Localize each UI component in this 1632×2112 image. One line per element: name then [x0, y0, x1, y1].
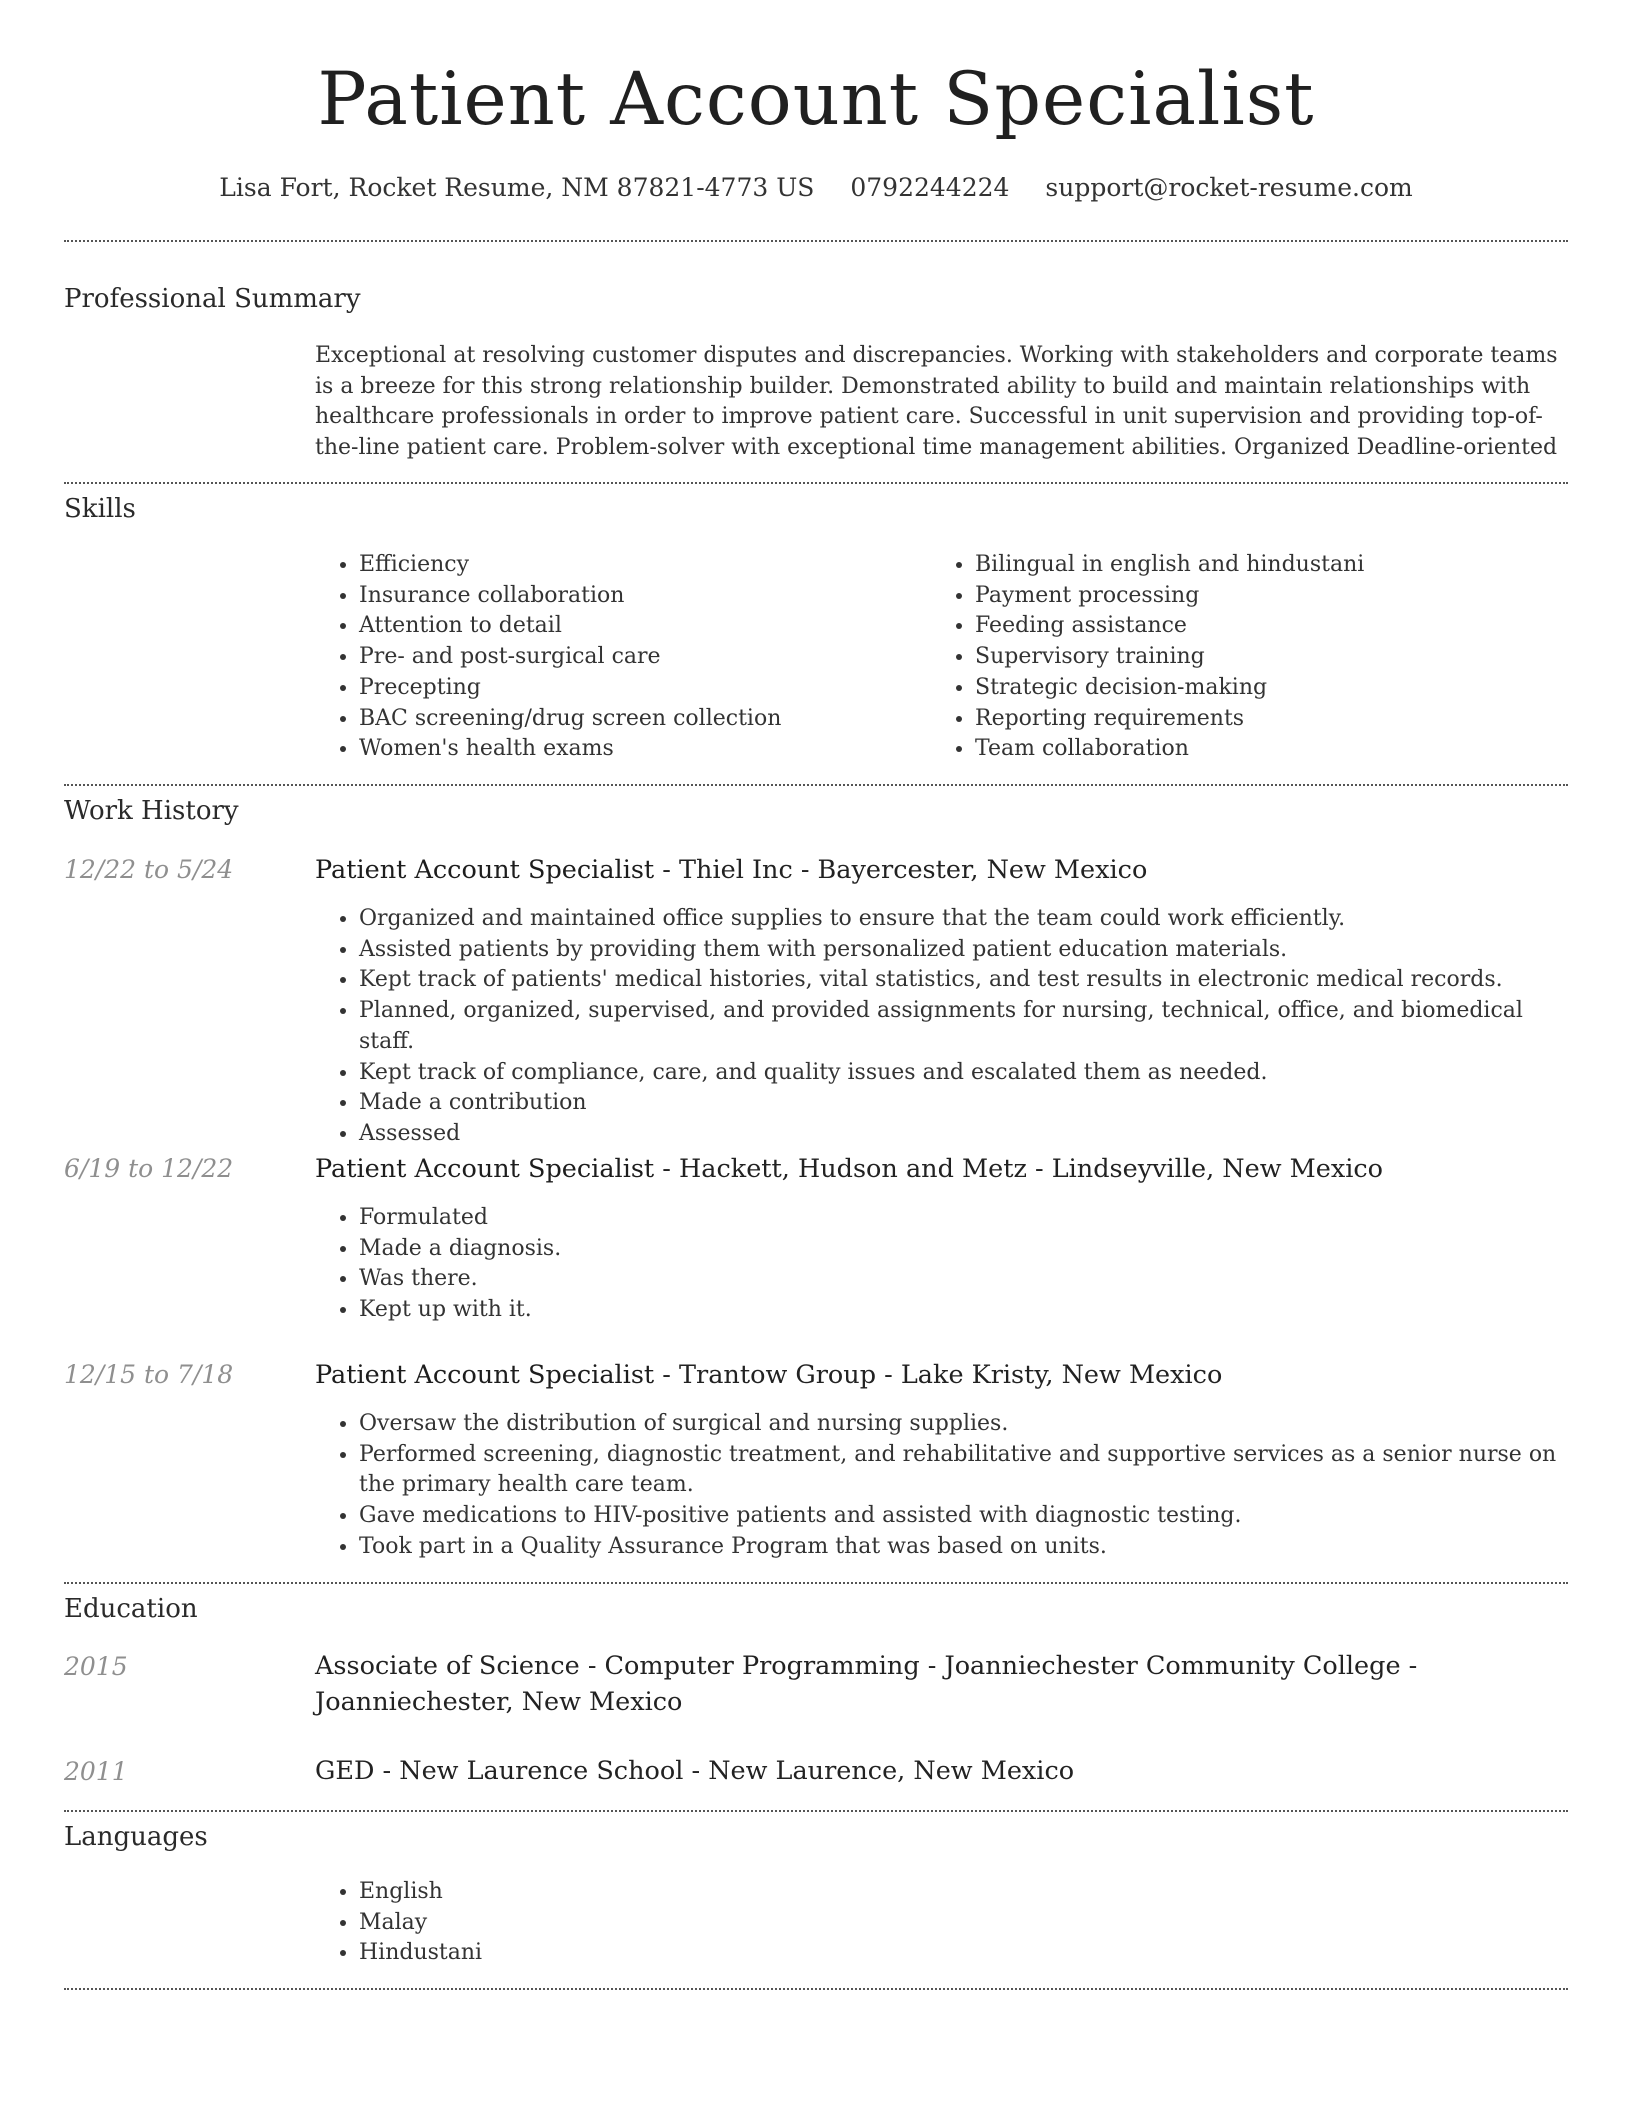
- education-details: - Joanniechester Community College - Joanniechester, New Mexico: [315, 1651, 1418, 1717]
- skill-item: • Bilingual in english and hindustani: [975, 550, 1531, 581]
- contact-email: support@rocket-resume.com: [1045, 173, 1413, 202]
- education-year: 2011: [64, 1757, 128, 1786]
- job-bullet: • Made a contribution: [359, 1088, 1568, 1119]
- summary-text: Exceptional at resolving customer disputes and discrepancies. Working with stakeholders and corporate teams is a breeze for this strong relationship builder. Demonstrated ability to build and maintain relationships with healthcare professionals in order to improve patient care. Successful in unit supervision and providing top-of-the-line patient care. Problem-solver with exceptional time management abilities. Organized Deadline-oriented: [315, 343, 1558, 460]
- education-degree: Associate of Science - Computer Programming: [315, 1651, 920, 1681]
- education-heading: Education: [64, 1594, 198, 1624]
- job-entry: [315, 1151, 1568, 1187]
- job-bullet: • Oversaw the distribution of surgical and nursing supplies.: [359, 1409, 1568, 1440]
- language-item: • Malay: [359, 1908, 1568, 1939]
- job-bullets: [315, 1409, 1568, 1563]
- divider: [64, 1810, 1568, 1812]
- contact-address: Lisa Fort, Rocket Resume, NM 87821-4773 US: [219, 173, 815, 202]
- job-entry: [315, 852, 1568, 888]
- job-bullets: [315, 904, 1568, 1150]
- divider: [64, 482, 1568, 484]
- job-title: [315, 1151, 1568, 1187]
- skill-item: • Feeding assistance: [975, 611, 1531, 642]
- education-title: [315, 1753, 1568, 1789]
- education-title: [315, 1648, 1568, 1720]
- skill-item: • Insurance collaboration: [359, 581, 915, 612]
- job-title: [315, 852, 1568, 888]
- contact-line: [0, 170, 1632, 206]
- contact-phone: 0792244224: [850, 173, 1010, 202]
- resume-title: Patient Account Specialist: [317, 57, 1315, 142]
- skill-item: • Attention to detail: [359, 611, 915, 642]
- job-bullet: • Formulated: [359, 1203, 1568, 1234]
- job-bullet: • Kept up with it.: [359, 1295, 1568, 1326]
- skills-list-left: [315, 550, 915, 765]
- work-heading: Work History: [64, 796, 239, 826]
- languages-heading: Languages: [64, 1822, 208, 1852]
- skills-list-right: [931, 550, 1531, 765]
- skill-item: • Efficiency: [359, 550, 915, 581]
- education-entry: [315, 1648, 1568, 1720]
- language-item: • English: [359, 1877, 1568, 1908]
- job-details: - Trantow Group - Lake Kristy, New Mexico: [654, 1360, 1223, 1390]
- job-dates: 12/22 to 5/24: [64, 855, 234, 884]
- divider: [64, 240, 1568, 242]
- skill-item: • Supervisory training: [975, 642, 1531, 673]
- languages-list: [315, 1877, 1568, 1969]
- education-details: - New Laurence School - New Laurence, New Mexico: [374, 1756, 1075, 1786]
- job-bullet: • Assisted patients by providing them with personalized patient education materials.: [359, 935, 1568, 966]
- skill-item: • Women's health exams: [359, 734, 915, 765]
- job-details: - Hackett, Hudson and Metz - Lindseyville, New Mexico: [654, 1154, 1384, 1184]
- job-details: - Thiel Inc - Bayercester, New Mexico: [654, 855, 1148, 885]
- job-bullets: [315, 1203, 1568, 1326]
- job-bullet: • Assessed: [359, 1119, 1568, 1150]
- skill-item: • Strategic decision-making: [975, 673, 1531, 704]
- summary-heading: Professional Summary: [64, 284, 361, 314]
- language-item: • Hindustani: [359, 1938, 1568, 1969]
- skill-item: • Reporting requirements: [975, 704, 1531, 735]
- job-bullet: • Performed screening, diagnostic treatment, and rehabilitative and supportive services as a senior nurse on the primary health care team.: [359, 1440, 1568, 1501]
- job-bullet: • Kept track of compliance, care, and quality issues and escalated them as needed.: [359, 1058, 1568, 1089]
- skill-item: • Payment processing: [975, 581, 1531, 612]
- job-role: Patient Account Specialist: [315, 1154, 655, 1184]
- job-dates: 6/19 to 12/22: [64, 1154, 234, 1183]
- education-year: 2015: [64, 1652, 128, 1681]
- job-entry: [315, 1357, 1568, 1393]
- job-role: Patient Account Specialist: [315, 1360, 655, 1390]
- job-bullet: • Took part in a Quality Assurance Program that was based on units.: [359, 1532, 1568, 1563]
- divider: [64, 1988, 1568, 1990]
- education-degree: GED: [315, 1756, 375, 1786]
- job-bullet: • Was there.: [359, 1264, 1568, 1295]
- skill-item: • Team collaboration: [975, 734, 1531, 765]
- job-bullet: • Organized and maintained office supplies to ensure that the team could work efficiently.: [359, 904, 1568, 935]
- divider: [64, 1582, 1568, 1584]
- divider: [64, 784, 1568, 786]
- job-title: [315, 1357, 1568, 1393]
- skill-item: • BAC screening/drug screen collection: [359, 704, 915, 735]
- job-bullet: • Kept track of patients' medical histories, vital statistics, and test results in electronic medical records.: [359, 965, 1568, 996]
- job-bullet: • Gave medications to HIV-positive patients and assisted with diagnostic testing.: [359, 1501, 1568, 1532]
- education-entry: [315, 1753, 1568, 1789]
- skills-heading: Skills: [64, 494, 136, 524]
- job-bullet: • Made a diagnosis.: [359, 1234, 1568, 1265]
- summary-section: [315, 341, 1568, 463]
- job-dates: 12/15 to 7/18: [64, 1360, 234, 1389]
- skill-item: • Pre- and post-surgical care: [359, 642, 915, 673]
- job-bullet: • Planned, organized, supervised, and provided assignments for nursing, technical, office, and biomedical staff.: [359, 996, 1568, 1057]
- skill-item: • Precepting: [359, 673, 915, 704]
- job-role: Patient Account Specialist: [315, 855, 655, 885]
